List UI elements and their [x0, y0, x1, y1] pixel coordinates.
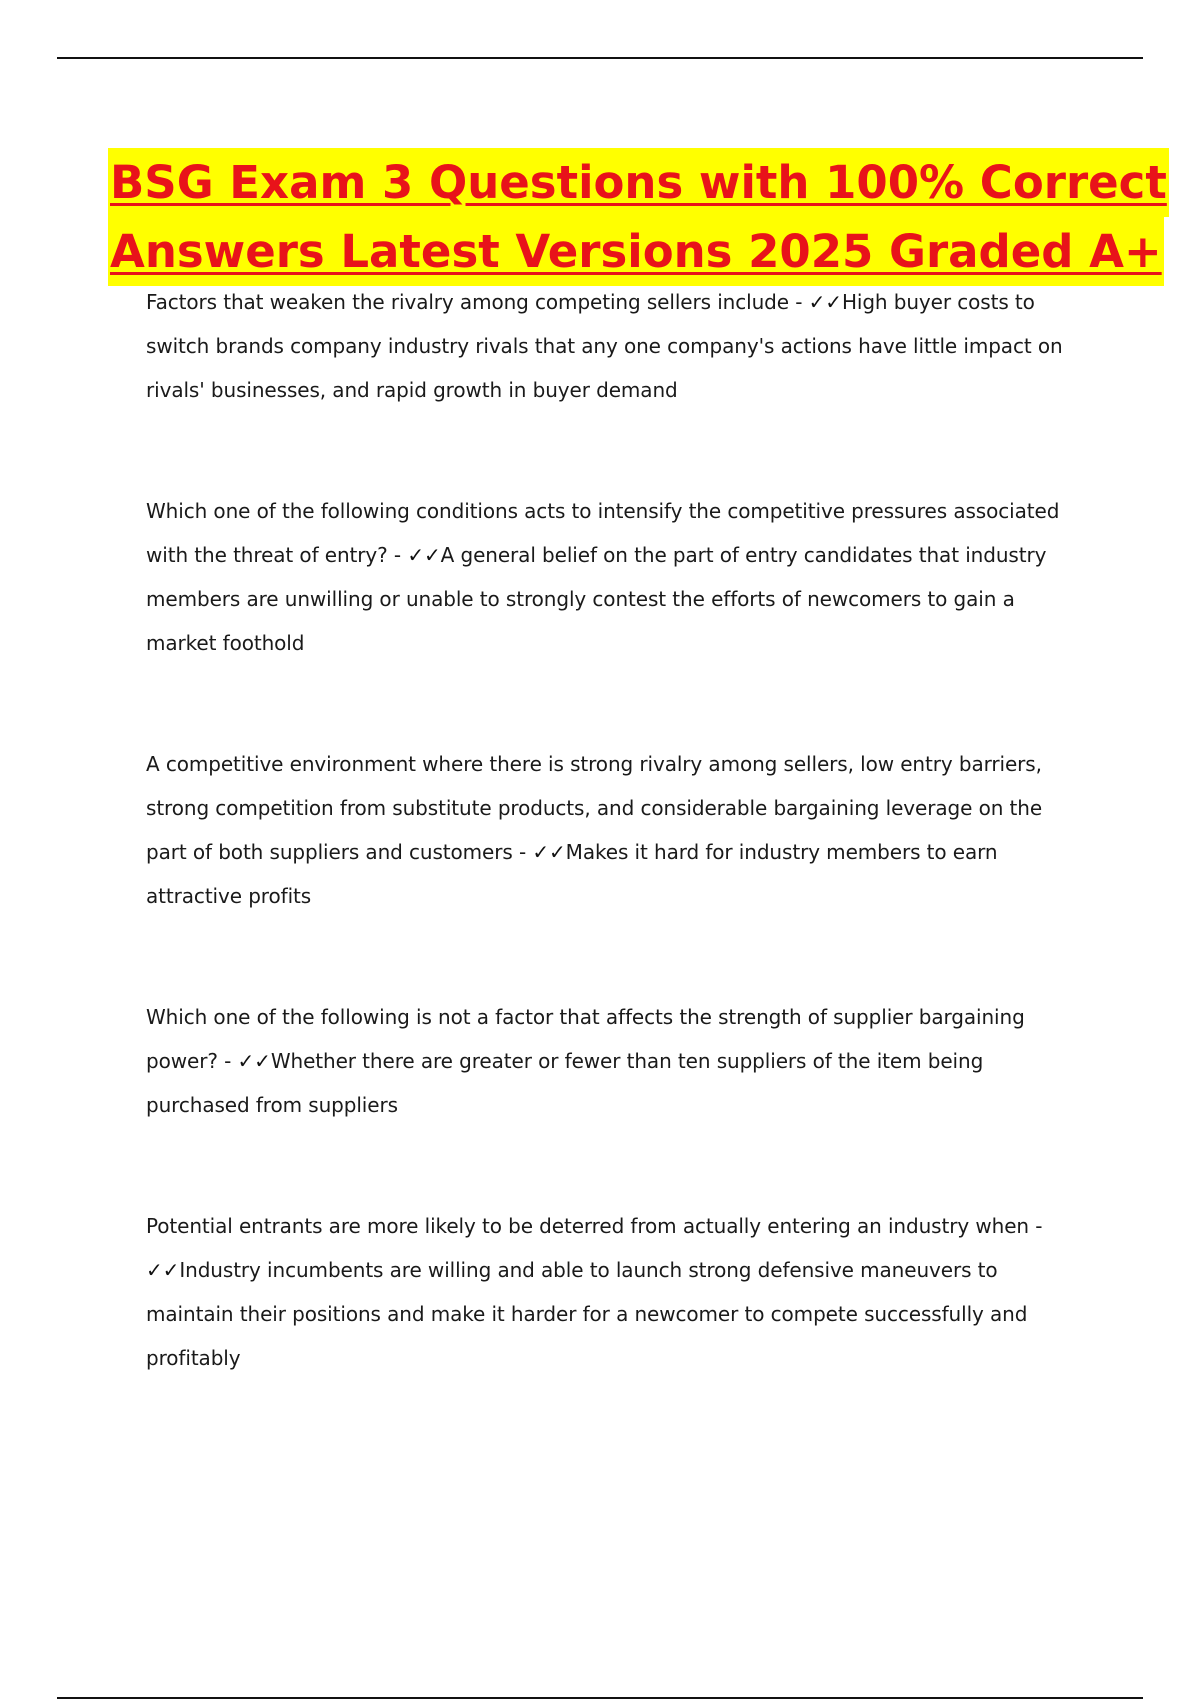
question-text: Potential entrants are more likely to be deterred from actually entering an industry when [146, 1214, 1029, 1238]
header-rule [57, 57, 1143, 59]
title-line-2: Answers Latest Versions 2025 Graded A+ [108, 217, 1164, 286]
separator: - [512, 840, 533, 864]
qa-item [146, 1204, 1086, 1380]
double-check-icon: ✓✓ [237, 1049, 271, 1073]
double-check-icon: ✓✓ [532, 840, 566, 864]
double-check-icon: ✓✓ [146, 1258, 180, 1282]
answer-text: High buyer costs to switch brands company industry rivals that any one company's actions have little impact on rivals' businesses, and rapid growth in buyer demand [146, 290, 1063, 402]
separator: - [1028, 1214, 1043, 1238]
qa-list [146, 280, 1086, 1380]
answer-text: A general belief on the part of entry candidates that industry members are unwilling or unable to strongly contest the efforts of newcomers to gain a market foothold [146, 543, 1047, 655]
separator: - [387, 543, 408, 567]
qa-item [146, 995, 1086, 1127]
question-text: A competitive environment where there is strong rivalry among sellers, low entry barriers, strong competition from substitute products, and considerable bargaining leverage on the part of both suppliers and customers [146, 752, 1043, 864]
separator: - [788, 290, 809, 314]
answer-text: Whether there are greater or fewer than ten suppliers of the item being purchased from suppliers [146, 1049, 984, 1117]
qa-item [146, 489, 1086, 665]
separator: - [217, 1049, 238, 1073]
question-text: Factors that weaken the rivalry among competing sellers include [146, 290, 789, 314]
footer-rule [57, 1697, 1143, 1699]
qa-item [146, 280, 1086, 412]
answer-text: Industry incumbents are willing and able to launch strong defensive maneuvers to maintain their positions and make it harder for a newcomer to compete successfully and profitably [146, 1258, 1028, 1370]
answer-text: Makes it hard for industry members to earn attractive profits [146, 840, 998, 908]
title-line-1: BSG Exam 3 Questions with 100% Correct [108, 148, 1169, 217]
question-text: Which one of the following conditions acts to intensify the competitive pressures associated with the threat of entry? [146, 499, 1060, 567]
double-check-icon: ✓✓ [808, 290, 842, 314]
question-text: Which one of the following is not a factor that affects the strength of supplier bargaining power? [146, 1005, 1025, 1073]
document-title [108, 148, 1167, 286]
qa-item [146, 742, 1086, 918]
double-check-icon: ✓✓ [407, 543, 441, 567]
